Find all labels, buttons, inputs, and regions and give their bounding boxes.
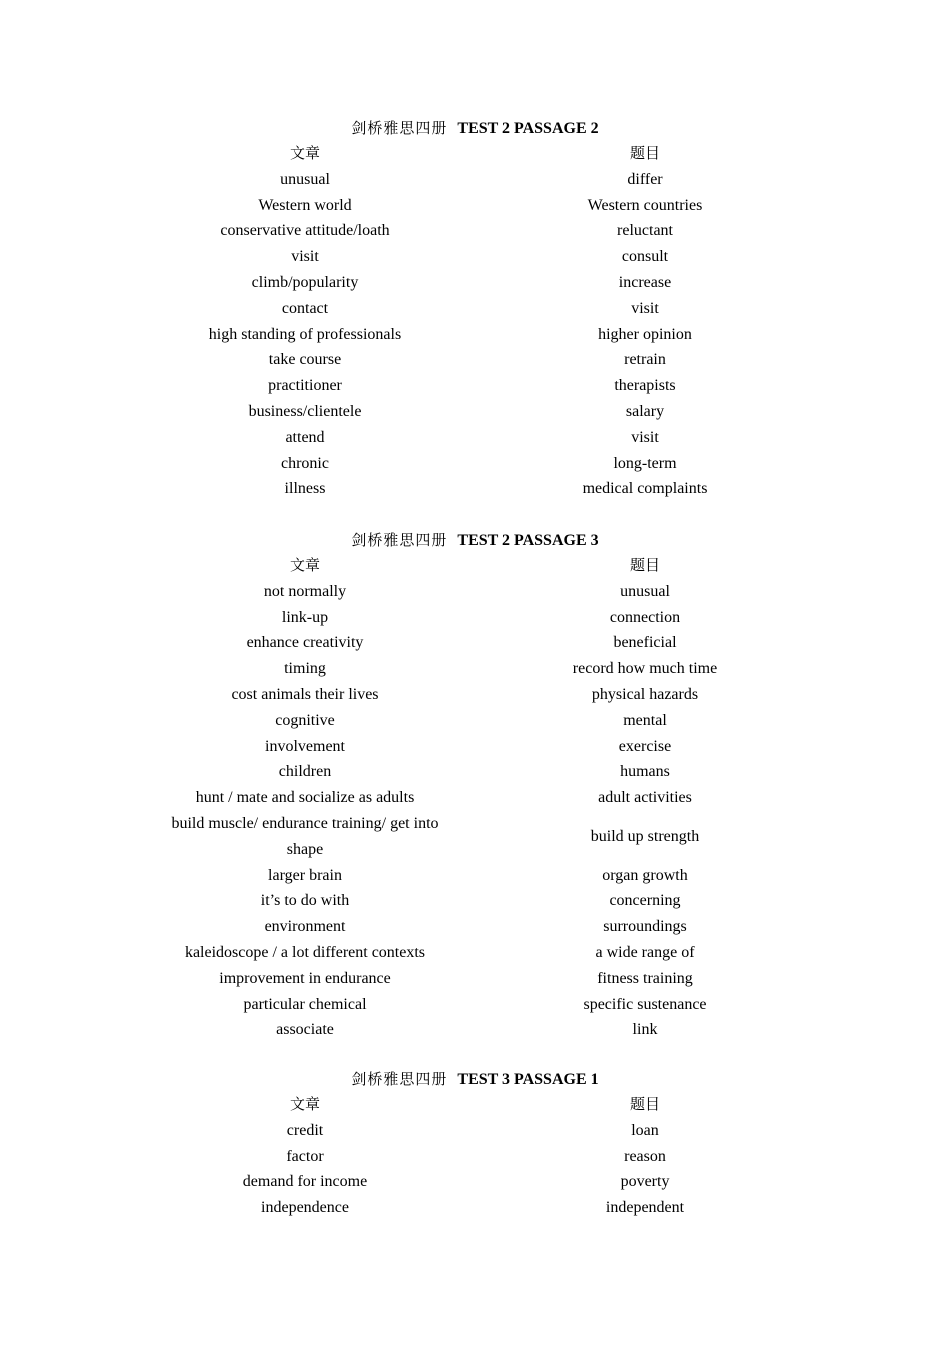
table-row: [135, 656, 815, 682]
article-term: cognitive: [275, 711, 335, 729]
question-term: therapists: [614, 377, 676, 395]
question-term: connection: [609, 608, 681, 626]
table-row: [135, 940, 815, 966]
section-title-cn: 剑桥雅思四册: [351, 1070, 448, 1088]
question-term: long-term: [613, 454, 677, 472]
article-term: environment: [264, 918, 346, 936]
article-term: Western world: [258, 196, 352, 214]
section-test3-passage1: [135, 1066, 815, 1221]
question-term: beneficial: [613, 634, 677, 652]
question-term: surroundings: [603, 918, 687, 936]
question-term: adult activities: [598, 789, 692, 807]
question-term: specific sustenance: [583, 995, 707, 1013]
question-term: higher opinion: [598, 325, 692, 343]
table-row: [135, 992, 815, 1018]
article-term: factor: [286, 1147, 324, 1165]
table-row: [135, 167, 815, 193]
question-term: physical hazards: [591, 685, 699, 703]
question-term: retrain: [624, 351, 666, 369]
table-row: [135, 708, 815, 734]
vocab-table: [135, 1092, 815, 1221]
table-row: [135, 296, 815, 322]
table-header-row: [135, 141, 815, 167]
article-term: unusual: [280, 170, 330, 188]
question-term: record how much time: [572, 660, 718, 678]
section-test2-passage3: [135, 527, 815, 1043]
article-term: attend: [285, 428, 325, 446]
question-term: fitness training: [597, 969, 693, 987]
question-term: differ: [627, 170, 663, 188]
table-row: [135, 966, 815, 992]
question-term: medical complaints: [582, 480, 708, 498]
section-title: [135, 527, 815, 553]
article-term: conservative attitude/loath: [220, 222, 390, 240]
question-term: a wide range of: [595, 943, 695, 961]
section-test2-passage2: [135, 115, 815, 502]
article-term: contact: [281, 299, 329, 317]
article-term: independence: [261, 1199, 349, 1217]
article-term: not normally: [263, 582, 347, 600]
article-term: children: [278, 763, 332, 781]
column-header-question: 题目: [629, 144, 660, 162]
table-row: [135, 734, 815, 760]
article-term: hunt / mate and socialize as adults: [195, 789, 415, 807]
section-title-en: TEST 2 PASSAGE 3: [457, 532, 599, 549]
article-term: climb/popularity: [251, 273, 359, 291]
table-row: [135, 605, 815, 631]
table-row: [135, 759, 815, 785]
table-row: [135, 1118, 815, 1144]
article-term: larger brain: [268, 866, 342, 884]
column-header-article: 文章: [289, 556, 320, 574]
table-row: [135, 630, 815, 656]
table-row: [135, 193, 815, 219]
question-term: unusual: [620, 582, 670, 600]
table-header-row: [135, 553, 815, 579]
section-title-en: TEST 2 PASSAGE 2: [457, 120, 599, 137]
article-term: enhance creativity: [246, 634, 364, 652]
article-term: timing: [284, 660, 326, 678]
article-term: high standing of professionals: [208, 325, 402, 343]
vocab-table: [135, 141, 815, 502]
article-term: visit: [291, 248, 319, 266]
article-term: improvement in endurance: [219, 969, 391, 987]
article-term: business/clientele: [248, 402, 362, 420]
question-term: concerning: [609, 892, 681, 910]
article-term: demand for income: [242, 1173, 368, 1191]
table-row: [135, 425, 815, 451]
question-term: visit: [631, 428, 659, 446]
question-term: increase: [618, 273, 672, 291]
column-header-question: 题目: [629, 556, 660, 574]
table-row: [135, 1017, 815, 1043]
table-row: [135, 244, 815, 270]
table-row: [135, 476, 815, 502]
article-term: credit: [286, 1121, 324, 1139]
table-header-row: [135, 1092, 815, 1118]
article-term: practitioner: [268, 377, 342, 395]
table-row: [135, 347, 815, 373]
question-term: salary: [625, 402, 665, 420]
question-term: build up strength: [590, 827, 700, 845]
question-term: loan: [631, 1121, 659, 1139]
article-term: particular chemical: [243, 995, 367, 1013]
article-term: involvement: [265, 737, 345, 755]
column-header-question: 题目: [629, 1095, 660, 1113]
table-row: [135, 1169, 815, 1195]
question-term: mental: [623, 711, 667, 729]
article-term: take course: [268, 351, 342, 369]
vocab-table: [135, 553, 815, 1043]
table-row: [135, 914, 815, 940]
question-term: organ growth: [602, 866, 688, 884]
article-term: link-up: [281, 608, 329, 626]
section-title: [135, 1066, 815, 1092]
table-row: [135, 1144, 815, 1170]
question-term: reason: [624, 1147, 666, 1165]
section-title-cn: 剑桥雅思四册: [351, 119, 448, 137]
table-row: [135, 373, 815, 399]
question-term: humans: [620, 763, 670, 781]
question-term: reluctant: [617, 222, 673, 240]
question-term: poverty: [620, 1173, 670, 1191]
question-term: Western countries: [587, 196, 703, 214]
question-term: link: [632, 1021, 658, 1039]
section-title-en: TEST 3 PASSAGE 1: [457, 1071, 599, 1088]
table-row: [135, 322, 815, 348]
question-term: independent: [605, 1199, 685, 1217]
section-title: [135, 115, 815, 141]
table-row: [135, 682, 815, 708]
table-row: [135, 888, 815, 914]
table-row: [135, 399, 815, 425]
column-header-article: 文章: [289, 1095, 320, 1113]
table-row: [135, 579, 815, 605]
table-row: [135, 1195, 815, 1221]
question-term: exercise: [618, 737, 672, 755]
table-row: [135, 270, 815, 296]
question-term: consult: [621, 248, 669, 266]
table-row: [135, 863, 815, 889]
article-term: it’s to do with: [260, 892, 350, 910]
column-header-article: 文章: [289, 144, 320, 162]
article-term: chronic: [281, 454, 329, 472]
table-row: [135, 218, 815, 244]
section-title-cn: 剑桥雅思四册: [351, 531, 448, 549]
table-row: [135, 811, 815, 863]
article-term: cost animals their lives: [231, 685, 379, 703]
table-row: [135, 451, 815, 477]
article-term: illness: [284, 480, 326, 498]
table-row: [135, 785, 815, 811]
question-term: visit: [631, 299, 659, 317]
article-term: associate: [276, 1021, 334, 1039]
article-term: kaleidoscope / a lot different contexts: [184, 943, 426, 961]
article-term: build muscle/ endurance training/ get into shape: [171, 814, 439, 858]
